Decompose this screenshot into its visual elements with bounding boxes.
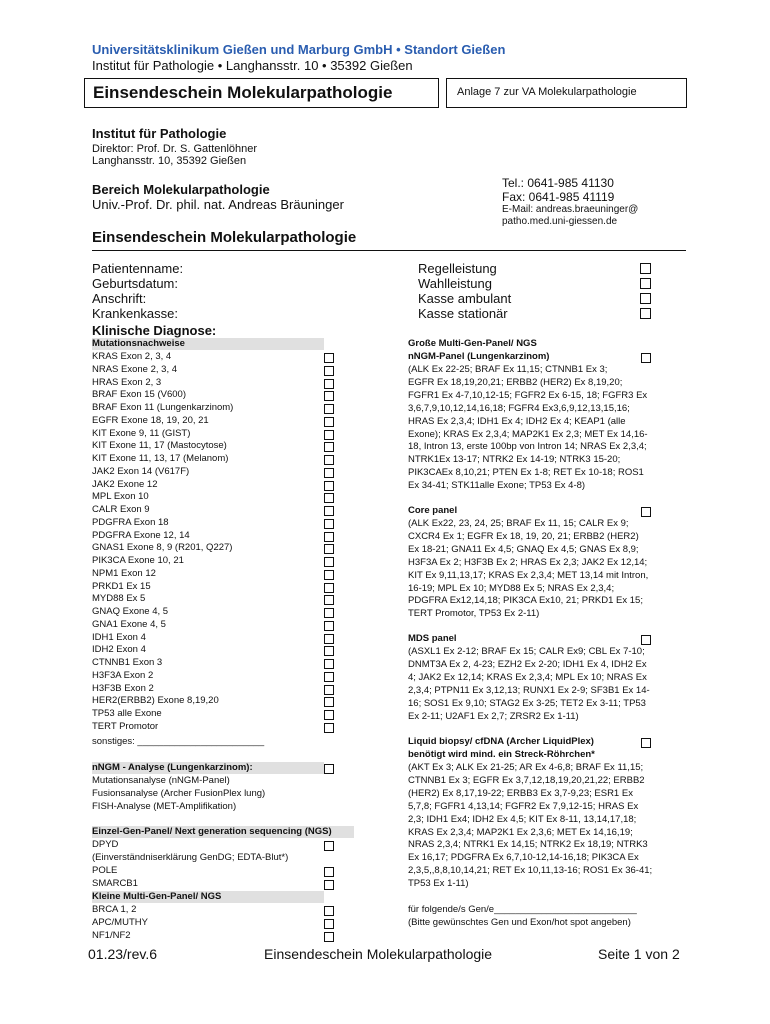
mutation-item: KRAS Exon 2, 3, 4 [92,351,172,362]
mutation-item: KIT Exone 11, 17 (Mastocytose) [92,440,227,452]
mutation-checkbox[interactable] [324,672,334,682]
mutation-checkbox[interactable] [324,353,334,363]
nngm-panel-title: nNGM-Panel (Lungenkarzinom) [408,351,550,362]
option-regelleistung-label: Regelleistung [418,261,497,276]
gene-request-note: (Bitte gewünschtes Gen und Exon/hot spot angeben) [408,917,631,928]
mutation-checkbox[interactable] [324,544,334,554]
liquid-gene-line: 2,3,5,,8,8,10,14,21; RET Ex 10,11,13-16; ROS1 Ex 36-41; [408,865,653,877]
single-gene-item: DPYD [92,839,119,850]
mutation-item: IDH2 Exon 4 [92,644,146,656]
nngm-gene-line: Ex 34-41; STK11alle Exone; TP53 Ex 4-8) [408,480,586,492]
mutation-checkbox[interactable] [324,455,334,465]
mutation-item: MYD88 Ex 5 [92,593,146,605]
mutation-item: IDH1 Exon 4 [92,631,146,643]
mutation-item: PDGFRA Exone 12, 14 [92,529,190,541]
mutation-item: H3F3A Exon 2 [92,669,154,681]
nngm-gene-line: 18, Intron 13, erste 100bp von Intron 14; NRAS Ex 2,3,4; [408,441,647,453]
mutation-item: BRAF Exon 15 (V600) [92,389,186,401]
mutation-item: HRAS Exon 2, 3 [92,376,162,388]
department-head: Univ.-Prof. Dr. phil. nat. Andreas Bräuninger [92,197,344,212]
mutation-item: HER2(ERBB2) Exone 8,19,20 [92,695,219,707]
core-gene-line: 16-19; MPL Ex 10; MYD88 Ex 5; NRAS Ex 2,3,4; [408,582,615,594]
checkbox-nngm-panel[interactable] [641,353,651,363]
small-panel-header: Kleine Multi-Gen-Panel/ NGS [92,891,324,903]
core-gene-line: (ALK Ex22, 23, 24, 25; BRAF Ex 11, 15; CALR Ex 9; [408,518,629,529]
mutation-checkbox[interactable] [324,583,334,593]
mutation-item: H3F3B Exon 2 [92,682,154,694]
mutation-checkbox[interactable] [324,659,334,669]
liquid-gene-line: KRAS Ex 2,3,4; MAP2K1 Ex 2,3,6; MET Ex 14,16,19; [408,826,633,838]
mutation-item: TP53 alle Exone [92,708,162,719]
liquid-gene-line: 5,7,8; FGFR1 4,13,14; FGFR2 Ex 7,9,12-15; HRAS Ex [408,800,639,812]
checkbox-mds-panel[interactable] [641,635,651,645]
checkbox-core-panel[interactable] [641,507,651,517]
institute-address: Langhansstr. 10, 35392 Gießen [92,155,247,167]
mutation-checkbox[interactable] [324,379,334,389]
checkbox-regelleistung[interactable] [640,263,651,274]
checkbox-apc-muthy[interactable] [324,919,334,929]
nngm-gene-line: NTRK1Ex 13-17; NTRK2 Ex 14-19; NTRK3 15-20; [408,454,621,466]
mutation-checkbox[interactable] [324,519,334,529]
checkbox-smarcb1[interactable] [324,880,334,890]
mutation-checkbox[interactable] [324,634,334,644]
mutation-item: TERT Promotor [92,720,159,732]
liquid-gene-line: Ex 16,17; PDGFRA Ex 6,7,10-12,14-16,18; PIK3CA Ex [408,852,639,864]
option-kasse-stationaer-label: Kasse stationär [418,306,508,321]
mutation-checkbox[interactable] [324,723,334,733]
core-panel-title: Core panel [408,505,458,516]
mutation-checkbox[interactable] [324,595,334,605]
option-wahlleistung-label: Wahlleistung [418,276,492,291]
annex-label: Anlage 7 zur VA Molekularpathologie [457,86,637,98]
mutation-checkbox[interactable] [324,493,334,503]
other-field: sonstiges: ________________________ [92,736,265,747]
address-label: Anschrift: [92,291,147,306]
department-phone: Tel.: 0641-985 41130 [502,176,614,190]
checkbox-wahlleistung[interactable] [640,278,651,289]
liquid-gene-line: (AKT Ex 3; ALK Ex 21-25; AR Ex 4-6,8; BRAF Ex 11,15; [408,762,644,773]
checkbox-kasse-ambulant[interactable] [640,293,651,304]
mutation-item: BRAF Exon 11 (Lungenkarzinom) [92,402,234,413]
mutation-item: MPL Exon 10 [92,491,149,503]
single-gene-item: SMARCB1 [92,878,138,889]
mutation-checkbox[interactable] [324,481,334,491]
mutation-item: NPM1 Exon 12 [92,567,156,579]
mutation-checkbox[interactable] [324,468,334,478]
department-name: Bereich Molekularpathologie [92,182,270,197]
nngm-gene-line: EGFR Ex 18,19,20,21; ERBB2 (HER2) Ex 8,19,20; [408,376,623,388]
birthdate-label: Geburtsdatum: [92,276,178,291]
mutation-item: JAK2 Exon 14 (V617F) [92,465,190,477]
mds-gene-line: 4; JAK2 Ex 12,14; KRAS Ex 2,3,4; MPL Ex 10; NRAS Ex [408,671,647,683]
single-gene-item: POLE [92,865,118,876]
nngm-gene-line: PIK3CAEx 8,10,21; PTEN Ex 1-8; RET Ex 10-18; ROS1 [408,467,644,479]
department-fax: Fax: 0641-985 41119 [502,190,615,204]
mutation-item: CALR Exon 9 [92,504,150,515]
nngm-gene-line: FGFR1 Ex 4-7,10,12-15; FGFR2 Ex 6-15, 18; FGFR3 Ex [408,389,648,401]
ngm-item: Mutationsanalyse (nNGM-Panel) [92,775,230,786]
checkbox-dpyd[interactable] [324,841,334,851]
mutation-checkbox[interactable] [324,621,334,631]
institute-director: Direktor: Prof. Dr. S. Gattenlöhner [92,143,258,155]
ngm-header: nNGM - Analyse (Lungenkarzinom): [92,762,324,774]
nngm-gene-line: (ALK Ex 22-25; BRAF Ex 11,15; CTNNB1 Ex 3; [408,364,608,375]
mutations-header: Mutationsnachweise [92,338,324,350]
mutation-checkbox[interactable] [324,430,334,440]
mutation-item: PDGFRA Exon 18 [92,516,169,528]
nngm-gene-line: HRAS Ex 2,3,4; IDH1 Ex 4; IDH2 Ex 4; KEAP1 (alle [408,415,626,427]
mutation-item: GNAQ Exone 4, 5 [92,606,169,617]
mds-gene-line: (ASXL1 Ex 2-12; BRAF Ex 15; CALR Ex9; CBL Ex 7-10; [408,646,645,657]
mutation-item: GNAS1 Exone 8, 9 (R201, Q227) [92,542,233,554]
institute-address-line: Institut für Pathologie • Langhansstr. 10 • 35392 Gießen [92,58,413,73]
liquid-gene-line: TP53 Ex 1-11) [408,878,469,890]
mutation-checkbox[interactable] [324,404,334,414]
core-gene-line: Ex 18-21; GNA11 Ex 4,5; GNAQ Ex 4,5; GNAS Ex 8,9; [408,543,639,555]
version-label: 01.23/rev.6 [88,946,158,962]
mutation-checkbox[interactable] [324,506,334,516]
mutation-checkbox[interactable] [324,417,334,427]
single-gene-item: (Einverständniserklärung GenDG; EDTA-Blut*) [92,852,289,863]
mutation-item: PIK3CA Exone 10, 21 [92,555,184,566]
title-box [84,78,439,108]
liquid-gene-line: (HER2) Ex 8,17,19-22; ERBB3 Ex 3,7-9,23; ESR1 Ex [408,787,633,799]
small-panel-item: NF1/NF2 [92,930,131,941]
liquid-gene-line: CTNNB1 Ex 3; EGFR Ex 3,7,12,18,19,20,21,22; ERBB2 [408,774,645,786]
document-title: Einsendeschein Molekularpathologie [93,83,393,102]
checkbox-liquid-biopsy[interactable] [641,738,651,748]
nngm-gene-line: Exone); KRAS Ex 2,3,4; MAP2K1 Ex 2,3; MET Ex 14,16- [408,428,648,440]
mutation-checkbox[interactable] [324,391,334,401]
core-gene-line: TERT Promotor, TP53 Ex 2-11) [408,608,540,620]
small-panel-item: BRCA 1, 2 [92,904,137,915]
liquid-biopsy-note: benötigt wird mind. ein Streck-Röhrchen* [408,749,595,760]
checkbox-brca[interactable] [324,906,334,916]
single-gene-header: Einzel-Gen-Panel/ Next generation sequencing (NGS) [92,826,354,838]
mds-gene-line: DNMT3A Ex 2, 4-23; EZH2 Ex 2-20; IDH1 Ex 4, IDH2 Ex [408,658,647,670]
divider [92,250,686,251]
nngm-gene-line: 3,6,7,9,10,12,14,16,18; FGFR4 Ex3,6,9,12,13,15,16; [408,402,630,414]
core-gene-line: PDGFRA Ex12,14,18; PIK3CA Ex10, 21; PRKD1 Ex 15; [408,595,643,607]
institute-name: Institut für Pathologie [92,126,227,141]
annex-box [446,78,687,108]
form-title: Einsendeschein Molekularpathologie [92,229,357,246]
mutation-item: GNA1 Exone 4, 5 [92,618,166,630]
large-panel-header: Große Multi-Gen-Panel/ NGS [408,338,537,349]
mutation-item: CTNNB1 Exon 3 [92,657,163,668]
checkbox-kasse-stationaer[interactable] [640,308,651,319]
mutation-checkbox[interactable] [324,532,334,542]
mds-gene-line: 2,3,4; PTPN11 Ex 3,12,13; RUNX1 Ex 2-9; SF3B1 Ex 14- [408,684,650,696]
mutation-checkbox[interactable] [324,570,334,580]
ngm-item: FISH-Analyse (MET-Amplifikation) [92,801,237,812]
mutation-checkbox[interactable] [324,366,334,376]
mutation-checkbox[interactable] [324,646,334,656]
department-email: E-Mail: andreas.braeuninger@ patho.med.uni-giessen.de [502,204,639,227]
core-gene-line: CXCR4 Ex 1; EGFR Ex 18, 19, 20, 21; ERBB2 (HER2) [408,530,639,542]
liquid-gene-line: NRAS 2,3,4; NTRK1 Ex 14,15; NTRK2 Ex 18,19; NTRK3 [408,839,648,851]
option-kasse-ambulant-label: Kasse ambulant [418,291,512,306]
mds-gene-line: 16; SOS1 Ex 9,10; STAG2 Ex 3-25; TET2 Ex 3-11; TP53 [408,697,646,709]
mutation-checkbox[interactable] [324,557,334,567]
university-name: Universitätsklinikum Gießen und Marburg GmbH • Standort Gießen [92,42,506,57]
mutation-item: PRKD1 Ex 15 [92,580,151,592]
mutation-item: EGFR Exone 18, 19, 20, 21 [92,414,209,426]
checkbox-ngm-analysis[interactable] [324,764,334,774]
mutation-item: KIT Exone 11, 13, 17 (Melanom) [92,453,229,464]
page-number: Seite 1 von 2 [598,946,680,962]
liquid-gene-line: 2,3; IDH1 Ex4; IDH2 Ex 4,5; KIT Ex 8-11, 13,14,17,18; [408,813,637,825]
mutation-checkbox[interactable] [324,710,334,720]
small-panel-item: APC/MUTHY [92,917,148,928]
mutation-item: KIT Exone 9, 11 (GIST) [92,427,191,439]
mds-panel-title: MDS panel [408,633,457,644]
mutation-checkbox[interactable] [324,442,334,452]
gene-request-field[interactable]: für folgende/s Gen/e___________________________ [408,904,637,915]
checkbox-nf1-nf2[interactable] [324,932,334,942]
core-gene-line: KIT Ex 9,11,13,17; KRAS Ex 2,3,4; MET 13,14 mit Intron, [408,569,649,581]
mutation-item: NRAS Exone 2, 3, 4 [92,363,178,375]
ngm-item: Fusionsanalyse (Archer FusionPlex lung) [92,788,266,799]
core-gene-line: H3F3A Ex 2; H3F3B Ex 2; HRAS Ex 2,3; JAK2 Ex 12,14; [408,556,648,568]
mutation-checkbox[interactable] [324,608,334,618]
liquid-biopsy-title: Liquid biopsy/ cfDNA (Archer LiquidPlex) [408,736,594,747]
checkbox-pole[interactable] [324,867,334,877]
footer-title: Einsendeschein Molekularpathologie [264,946,493,962]
mutation-item: JAK2 Exone 12 [92,478,158,490]
mutation-checkbox[interactable] [324,697,334,707]
mds-gene-line: Ex 2-11; U2AF1 Ex 2,7; ZRSR2 Ex 1-11) [408,710,579,722]
mutation-checkbox[interactable] [324,685,334,695]
insurance-label: Krankenkasse: [92,306,178,321]
patient-name-label: Patientenname: [92,261,184,276]
clinical-diagnosis-label: Klinische Diagnose: [92,323,217,338]
